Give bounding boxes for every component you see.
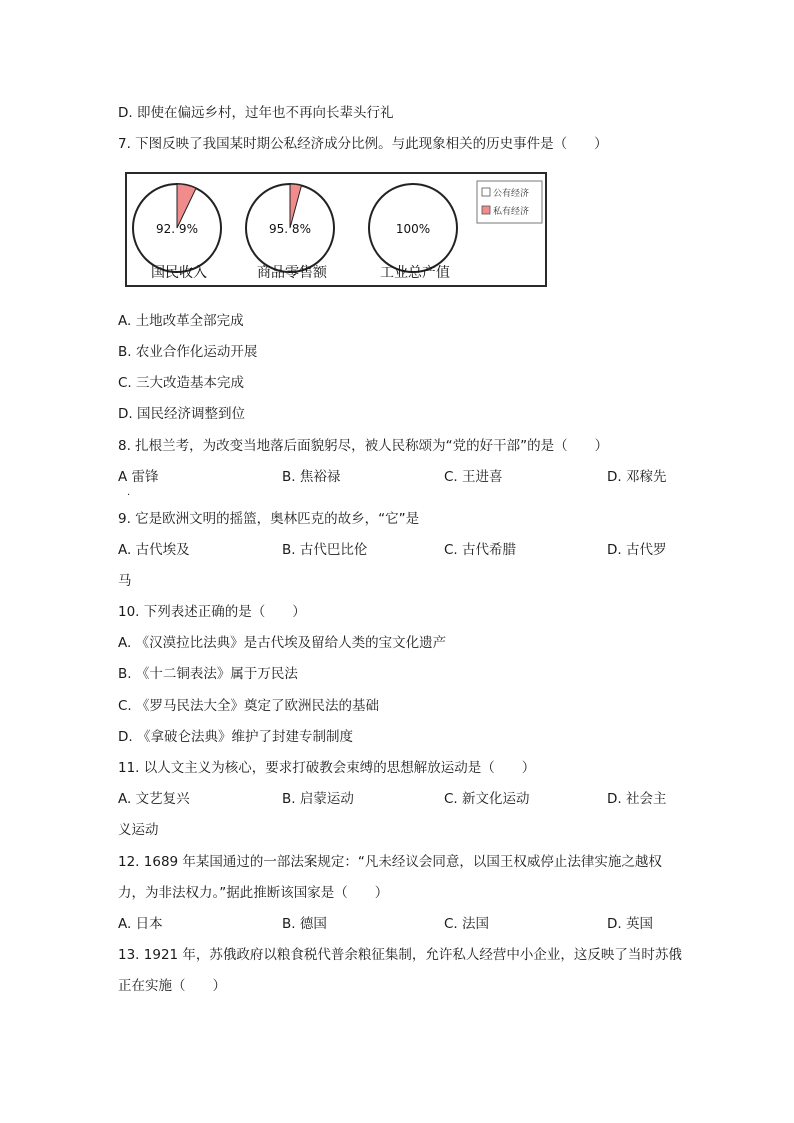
stray-dot: . (127, 487, 131, 498)
pie-title: 商品零售额 (257, 265, 327, 281)
q10-option-d: D. 《拿破仑法典》维护了封建专制制度 (118, 729, 353, 745)
q12-stem-line2: 力，为非法权力。”据此推断该国家是（ ） (118, 885, 389, 901)
legend-swatch-private (482, 206, 490, 214)
pie-percent-label: 92. 9% (156, 222, 198, 236)
q10-stem: 10. 下列表述正确的是（ ） (118, 604, 306, 620)
pie-title: 国民收入 (151, 265, 207, 281)
q9-option-b: B. 古代巴比伦 (282, 542, 368, 558)
legend-label-public: 公有经济 (493, 189, 530, 199)
q11-option-a: A. 文艺复兴 (118, 791, 190, 807)
q10-option-b: B. 《十二铜表法》属于万民法 (118, 666, 298, 682)
pie-chart-figure (125, 172, 547, 287)
q12-option-c: C. 法国 (444, 916, 490, 932)
q10-option-a: A. 《汉漠拉比法典》是古代埃及留给人类的宝文化遗产 (118, 635, 447, 651)
q9-option-c: C. 古代希腊 (444, 542, 517, 558)
q11-option-d-wrap: 义运动 (118, 822, 159, 838)
q11-option-c: C. 新文化运动 (444, 791, 530, 807)
q11-option-d: D. 社会主 (607, 791, 667, 807)
q11-option-b: B. 启蒙运动 (282, 791, 354, 807)
q12-option-b: B. 德国 (282, 916, 327, 932)
q9-option-a: A. 古代埃及 (118, 542, 190, 558)
pie-percent-label: 100% (395, 222, 431, 236)
q10-option-c: C. 《罗马民法大全》奠定了欧洲民法的基础 (118, 698, 380, 714)
q8-option-d: D. 邓稼先 (607, 469, 667, 485)
q12-option-a: A. 日本 (118, 916, 163, 932)
pie-title: 工业总产值 (380, 265, 450, 281)
q9-option-d-wrap: 马 (118, 573, 132, 589)
pie-percent-label: 95. 8% (269, 222, 311, 236)
q8-option-b: B. 焦裕禄 (282, 469, 341, 485)
q6-option-d: D. 即使在偏远乡村，过年也不再向长辈头行礼 (118, 105, 394, 121)
q7-option-a: A. 土地改革全部完成 (118, 313, 244, 329)
q8-stem: 8. 扎根兰考，为改变当地落后面貌躬尽，被人民称颂为“党的好干部”的是（ ） (118, 438, 609, 454)
q9-option-d: D. 古代罗 (607, 542, 667, 558)
q12-option-d: D. 英国 (607, 916, 653, 932)
q7-option-d: D. 国民经济调整到位 (118, 406, 245, 422)
q8-option-a: A 雷锋 (118, 469, 159, 485)
q7-option-c: C. 三大改造基本完成 (118, 375, 245, 391)
q9-stem: 9. 它是欧洲文明的摇篮，奥林匹克的故乡，“它”是 (118, 511, 420, 527)
q7-stem: 7. 下图反映了我国某时期公私经济成分比例。与此现象相关的历史事件是（ ） (118, 136, 608, 152)
q8-option-c: C. 王进喜 (444, 469, 503, 485)
pie-charts-svg (127, 174, 545, 285)
q13-stem-line2: 正在实施（ ） (118, 978, 226, 994)
q7-option-b: B. 农业合作化运动开展 (118, 344, 258, 360)
legend-label-private: 私有经济 (493, 207, 530, 217)
q11-stem: 11. 以人文主义为核心，要求打破教会束缚的思想解放运动是（ ） (118, 760, 536, 776)
legend-swatch-public (482, 188, 490, 196)
q13-stem-line1: 13. 1921 年，苏俄政府以粮食税代普余粮征集制，允许私人经营中小企业，这反映了当时苏俄 (118, 947, 682, 963)
q12-stem-line1: 12. 1689 年某国通过的一部法案规定：“凡未经议会同意，以国王权威停止法律实施之越权 (118, 854, 662, 870)
